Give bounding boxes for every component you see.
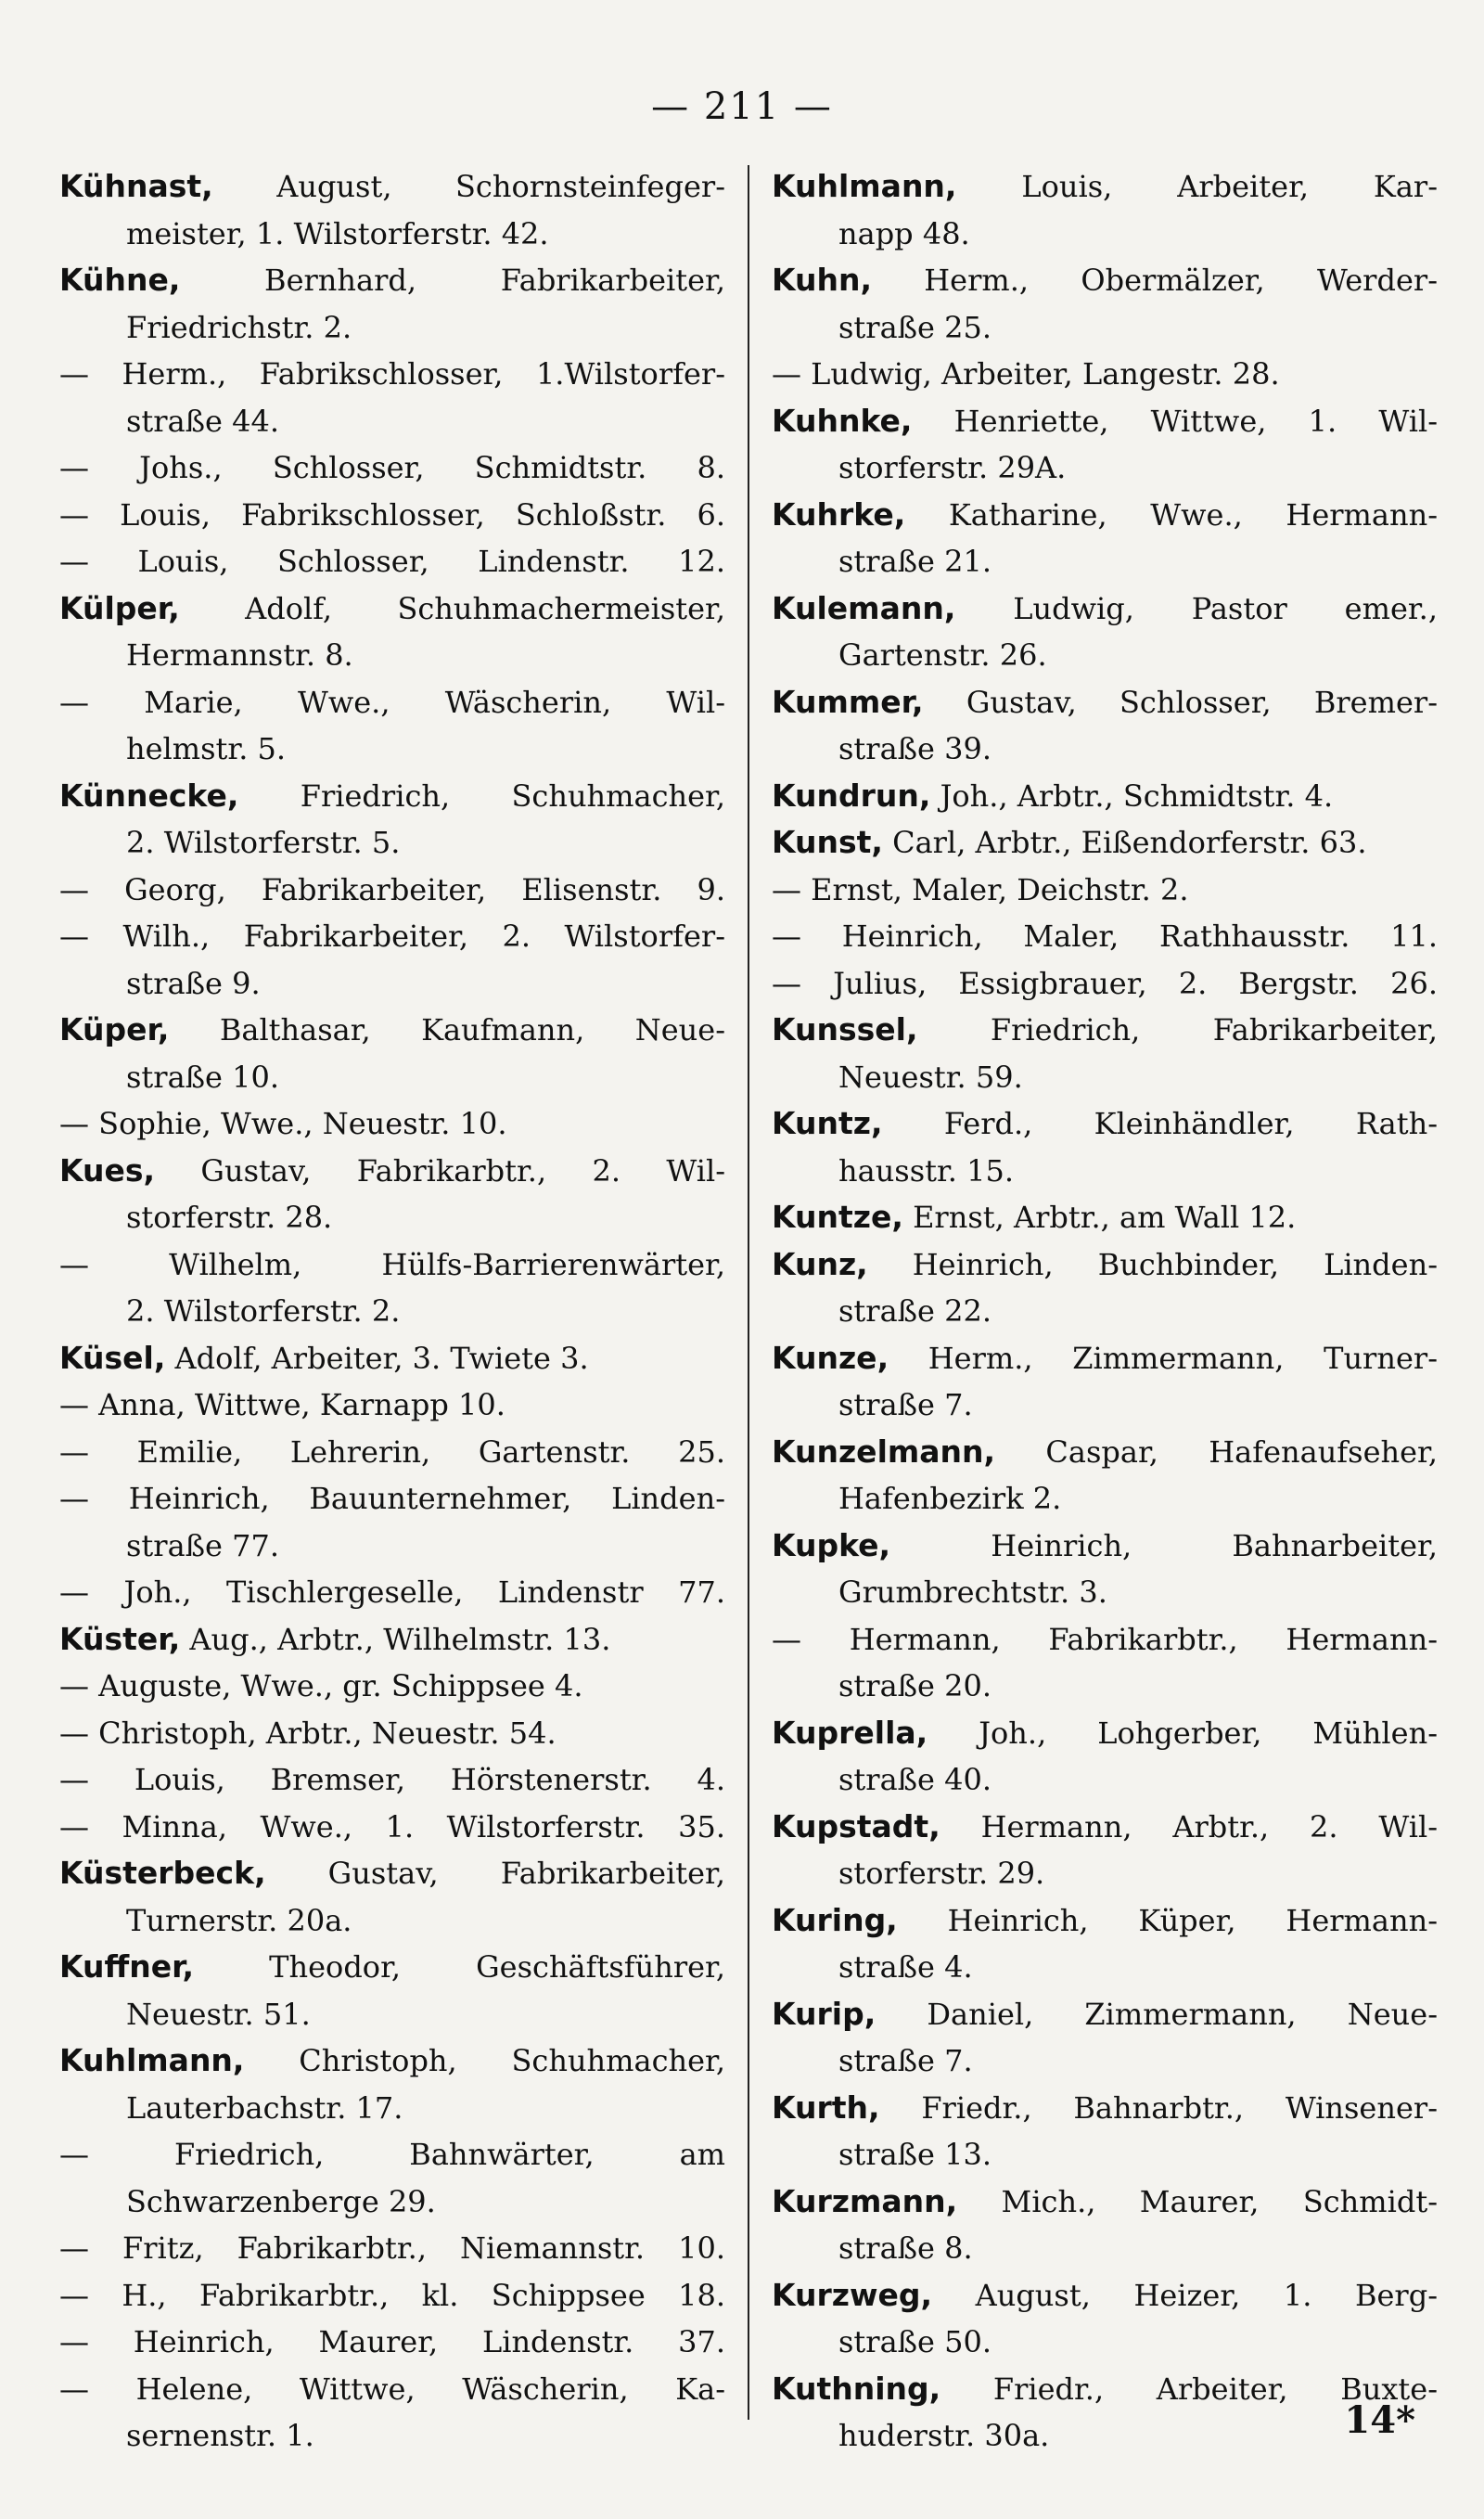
entry-text: Mich., Maurer, Schmidt-: [1001, 2183, 1438, 2219]
entry-first-line: [772, 1100, 1438, 1148]
entry-continuation-line: [772, 1054, 1438, 1101]
entry-text: Daniel, Zimmermann, Neue-: [927, 1996, 1438, 2032]
entry-first-line: [59, 2366, 725, 2413]
entry-text: Bernhard, Fabrikarbeiter,: [264, 263, 725, 298]
entry-surname: Küper,: [59, 1011, 170, 1047]
entry-continuation-line: [772, 1475, 1438, 1523]
entry-surname: Kunze,: [772, 1339, 889, 1376]
entry-surname: Kunzelmann,: [772, 1433, 996, 1470]
entry-text: Gustav, Schlosser, Bremer-: [966, 684, 1438, 720]
entry-continuation-line: [772, 1756, 1438, 1804]
directory-entry: [59, 1475, 725, 1569]
entry-continuation-line: [59, 632, 725, 679]
directory-entry: [59, 773, 725, 867]
entry-text: Gustav, Fabrikarbtr., 2. Wil-: [200, 1152, 725, 1189]
entry-surname: Kuhrke,: [772, 495, 906, 533]
directory-entry: [772, 1897, 1438, 1991]
entry-first-line: [772, 1194, 1438, 1241]
entry-surname: Kurth,: [772, 2088, 880, 2126]
entry-text: Adolf, Schuhmachermeister,: [245, 590, 725, 626]
entry-text: storferstr. 28.: [126, 1200, 333, 1235]
entry-text: sernenstr. 1.: [126, 2418, 314, 2453]
entry-continuation-line: [772, 1850, 1438, 1897]
entry-continuation-line: [772, 1288, 1438, 1335]
directory-entry: [59, 585, 725, 679]
entry-text: Neuestr. 59.: [838, 1059, 1023, 1095]
entry-first-line: [59, 538, 725, 585]
directory-entry: [59, 1850, 725, 1944]
entry-continuation-line: [59, 2085, 725, 2132]
entry-first-line: [59, 1804, 725, 1851]
directory-entry: [59, 1804, 725, 1851]
entry-first-line: [59, 585, 725, 633]
entry-first-line: [772, 2272, 1438, 2320]
entry-text: — Wilhelm, Hülfs-Barrierenwärter,: [59, 1246, 725, 1282]
entry-first-line: [59, 1148, 725, 1195]
entry-first-line: [59, 444, 725, 492]
entry-first-line: [772, 1523, 1438, 1570]
entry-continuation-line: [772, 1382, 1438, 1429]
entry-surname: Kummer,: [772, 683, 924, 720]
entry-text: Friedrich, Schuhmacher,: [300, 778, 725, 814]
directory-entry: [59, 538, 725, 585]
entry-text: Herm., Obermälzer, Werder-: [924, 263, 1438, 298]
entry-text: — Christoph, Arbtr., Neuestr. 54.: [59, 1715, 556, 1751]
directory-entry: [59, 679, 725, 773]
entry-continuation-line: [59, 1054, 725, 1101]
sheet-signature: 14*: [1344, 2398, 1415, 2442]
entry-text: — Georg, Fabrikarbeiter, Elisenstr. 9.: [59, 871, 725, 907]
entry-first-line: [59, 867, 725, 914]
entry-surname: Kühne,: [59, 262, 181, 298]
entry-text: Friedrichstr. 2.: [126, 309, 352, 345]
entry-text: Heinrich, Küper, Hermann-: [947, 1902, 1438, 1938]
entry-text: meister, 1. Wilstorferstr. 42.: [126, 215, 549, 251]
directory-entry: [59, 1944, 725, 2037]
directory-entry: [772, 1194, 1438, 1241]
entry-first-line: [59, 773, 725, 820]
entry-text: — Louis, Bremser, Hörstenerstr. 4.: [59, 1762, 725, 1797]
entry-text: — Julius, Essigbrauer, 2. Bergstr. 26.: [772, 965, 1438, 1001]
entry-text: Schwarzenberge 29.: [126, 2183, 436, 2219]
entry-text: — Joh., Tischlergeselle, Lindenstr 77.: [59, 1574, 725, 1610]
entry-continuation-line: [59, 304, 725, 352]
entry-first-line: [772, 2178, 1438, 2226]
entry-text: huderstr. 30a.: [838, 2418, 1050, 2453]
entry-text: Ludwig, Pastor emer.,: [1013, 590, 1438, 626]
directory-entry: [59, 492, 725, 539]
entry-continuation-line: [772, 2037, 1438, 2085]
left-column: [59, 163, 748, 2460]
directory-entry: [772, 2272, 1438, 2366]
entry-surname: Kunz,: [772, 1245, 868, 1282]
entry-surname: Kupstadt,: [772, 1807, 940, 1844]
entry-text: Gustav, Fabrikarbeiter,: [327, 1856, 725, 1891]
entry-first-line: [772, 351, 1438, 398]
entry-first-line: [772, 773, 1438, 820]
entry-continuation-line: [772, 538, 1438, 585]
entry-surname: Küsterbeck,: [59, 1855, 266, 1891]
entry-text: straße 77.: [126, 1527, 280, 1563]
entry-first-line: [59, 1569, 725, 1616]
directory-entry: [772, 1007, 1438, 1100]
entry-first-line: [59, 1616, 725, 1664]
right-column: [749, 163, 1438, 2460]
entry-continuation-line: [772, 1569, 1438, 1616]
directory-entry: [772, 913, 1438, 960]
entry-text: hausstr. 15.: [838, 1152, 1015, 1189]
entry-surname: Kunst,: [772, 824, 883, 860]
entry-text: straße 40.: [838, 1762, 992, 1797]
directory-entry: [59, 257, 725, 351]
entry-surname: Küster,: [59, 1620, 181, 1657]
directory-entry: [59, 2319, 725, 2366]
directory-entry: [772, 1241, 1438, 1335]
entry-text: Henriette, Wittwe, 1. Wil-: [953, 403, 1438, 439]
entry-continuation-line: [59, 398, 725, 445]
entry-text: Heinrich, Bahnarbeiter,: [991, 1527, 1438, 1563]
entry-first-line: [772, 1007, 1438, 1054]
entry-text: Caspar, Hafenaufseher,: [1045, 1433, 1438, 1470]
directory-entry: [59, 1100, 725, 1148]
entry-text: Hermann, Arbtr., 2. Wil-: [980, 1808, 1438, 1844]
entry-text: straße 44.: [126, 403, 280, 439]
directory-entry: [772, 1804, 1438, 1897]
entry-continuation-line: [59, 2178, 725, 2226]
entry-text: 2. Wilstorferstr. 5.: [126, 825, 401, 860]
entry-first-line: [59, 1475, 725, 1523]
entry-text: — Louis, Fabrikschlosser, Schloßstr. 6.: [59, 496, 725, 533]
entry-text: — Herm., Fabrikschlosser, 1.Wilstorfer-: [59, 356, 725, 392]
directory-entry: [59, 1382, 725, 1429]
entry-text: straße 22.: [838, 1293, 992, 1329]
entry-continuation-line: [772, 304, 1438, 352]
entry-text: — Friedrich, Bahnwärter, am: [59, 2137, 725, 2172]
directory-entry: [59, 913, 725, 1007]
entry-continuation-line: [772, 1663, 1438, 1710]
entry-surname: Kuntze,: [772, 1199, 903, 1235]
entry-first-line: [59, 1335, 725, 1382]
entry-first-line: [772, 257, 1438, 304]
entry-text: — Heinrich, Bauunternehmer, Linden-: [59, 1481, 725, 1516]
entry-text: — Ernst, Maler, Deichstr. 2.: [772, 871, 1189, 907]
entry-text: Aug., Arbtr., Wilhelmstr. 13.: [189, 1621, 611, 1657]
entry-first-line: [772, 1710, 1438, 1757]
entry-text: August, Schornsteinfeger-: [276, 169, 725, 204]
entry-text: Hafenbezirk 2.: [838, 1481, 1062, 1516]
entry-first-line: [59, 1663, 725, 1710]
entry-first-line: [772, 1429, 1438, 1476]
entry-surname: Kuffner,: [59, 1948, 195, 1985]
entry-continuation-line: [772, 632, 1438, 679]
entry-text: — Auguste, Wwe., gr. Schippsee 4.: [59, 1668, 583, 1703]
directory-entry: [59, 1756, 725, 1804]
entry-continuation-line: [772, 2319, 1438, 2366]
entry-continuation-line: [772, 1148, 1438, 1195]
entry-first-line: [59, 1241, 725, 1289]
entry-first-line: [59, 679, 725, 726]
entry-continuation-line: [59, 1991, 725, 2038]
entry-continuation-line: [59, 960, 725, 1008]
entry-text: storferstr. 29.: [838, 1856, 1045, 1891]
entry-text: Joh., Arbtr., Schmidtstr. 4.: [940, 778, 1334, 814]
entry-surname: Kunssel,: [772, 1011, 918, 1047]
entry-text: Friedrich, Fabrikarbeiter,: [990, 1012, 1438, 1047]
directory-entry: [772, 492, 1438, 585]
directory-entry: [772, 351, 1438, 398]
entry-surname: Külper,: [59, 589, 180, 626]
entry-surname: Kuprella,: [772, 1714, 928, 1751]
entry-text: straße 13.: [838, 2137, 992, 2172]
entry-first-line: [59, 163, 725, 211]
entry-text: Turnerstr. 20a.: [126, 1902, 352, 1938]
entry-text: Lauterbachstr. 17.: [126, 2089, 403, 2126]
directory-entry: [772, 1335, 1438, 1429]
entry-first-line: [772, 819, 1438, 867]
entry-first-line: [59, 913, 725, 960]
entry-surname: Kuring,: [772, 1901, 898, 1938]
directory-entry: [59, 867, 725, 914]
directory-entry: [772, 819, 1438, 867]
entry-continuation-line: [772, 2225, 1438, 2272]
entry-text: — Johs., Schlosser, Schmidtstr. 8.: [59, 450, 725, 485]
entry-surname: Kurzmann,: [772, 2182, 958, 2219]
entry-text: straße 7.: [838, 1387, 973, 1422]
directory-entry: [772, 960, 1438, 1008]
directory-entry: [59, 163, 725, 257]
entry-first-line: [772, 163, 1438, 211]
entry-text: August, Heizer, 1. Berg-: [975, 2277, 1438, 2313]
entry-surname: Kuthning,: [772, 2370, 941, 2407]
directory-entry: [772, 585, 1438, 679]
entry-first-line: [772, 492, 1438, 539]
entry-first-line: [772, 1991, 1438, 2038]
entry-first-line: [59, 1710, 725, 1757]
entry-text: Adolf, Arbeiter, 3. Twiete 3.: [174, 1340, 589, 1376]
entry-first-line: [59, 1429, 725, 1476]
entry-first-line: [59, 1100, 725, 1148]
entry-text: Christoph, Schuhmacher,: [299, 2043, 725, 2078]
entry-continuation-line: [772, 2131, 1438, 2178]
entry-first-line: [59, 1850, 725, 1897]
directory-entry: [772, 2085, 1438, 2178]
entry-first-line: [772, 1335, 1438, 1382]
directory-entry: [772, 867, 1438, 914]
entry-first-line: [772, 913, 1438, 960]
entry-continuation-line: [772, 726, 1438, 773]
directory-entry: [59, 1569, 725, 1616]
entry-text: storferstr. 29A.: [838, 450, 1067, 485]
entry-text: — Anna, Wittwe, Karnapp 10.: [59, 1387, 505, 1422]
entry-text: Joh., Lohgerber, Mühlen-: [979, 1715, 1438, 1751]
entry-text: straße 10.: [126, 1059, 280, 1095]
entry-text: Heinrich, Buchbinder, Linden-: [912, 1246, 1438, 1282]
entry-text: Hermannstr. 8.: [126, 637, 353, 673]
entry-text: straße 4.: [838, 1949, 973, 1985]
entry-text: — Helene, Wittwe, Wäscherin, Ka-: [59, 2371, 725, 2407]
entry-text: Ferd., Kleinhändler, Rath-: [943, 1106, 1438, 1141]
entry-surname: Künnecke,: [59, 777, 239, 814]
entry-text: Herm., Zimmermann, Turner-: [928, 1340, 1438, 1376]
directory-entry: [59, 2037, 725, 2131]
entry-text: — Emilie, Lehrerin, Gartenstr. 25.: [59, 1433, 725, 1470]
directory-entry: [772, 1523, 1438, 1616]
entry-text: — H., Fabrikarbtr., kl. Schippsee 18.: [59, 2277, 725, 2313]
entry-first-line: [59, 2225, 725, 2272]
entry-first-line: [59, 1944, 725, 1991]
entry-text: straße 7.: [838, 2043, 973, 2078]
entry-surname: Kurip,: [772, 1995, 876, 2032]
entry-first-line: [59, 1007, 725, 1054]
directory-entry: [772, 257, 1438, 351]
directory-entry: [772, 398, 1438, 492]
directory-entry: [772, 1616, 1438, 1710]
entry-first-line: [772, 679, 1438, 726]
entry-continuation-line: [772, 2412, 1438, 2460]
entry-text: straße 21.: [838, 544, 992, 579]
directory-entry: [59, 1429, 725, 1476]
entry-surname: Kuhlmann,: [772, 168, 957, 204]
entry-text: straße 25.: [838, 309, 992, 345]
entry-surname: Kundrun,: [772, 777, 931, 814]
entry-surname: Kurzweg,: [772, 2276, 932, 2313]
entry-first-line: [59, 2272, 725, 2320]
entry-first-line: [59, 2131, 725, 2178]
entry-text: 2. Wilstorferstr. 2.: [126, 1293, 401, 1329]
entry-surname: Kues,: [59, 1151, 156, 1189]
entry-surname: Küsel,: [59, 1339, 166, 1376]
directory-entry: [59, 1335, 725, 1382]
entry-first-line: [772, 1804, 1438, 1851]
entry-surname: Kuhn,: [772, 262, 873, 298]
entry-text: — Heinrich, Maurer, Lindenstr. 37.: [59, 2324, 725, 2359]
directory-entry: [59, 1007, 725, 1100]
entry-first-line: [59, 1382, 725, 1429]
entry-text: straße 50.: [838, 2324, 992, 2359]
entry-first-line: [772, 1241, 1438, 1289]
directory-entry: [772, 2178, 1438, 2272]
entry-text: Theodor, Geschäftsführer,: [269, 1949, 725, 1985]
entry-text: Neuestr. 51.: [126, 1996, 311, 2032]
entry-surname: Kuhnke,: [772, 402, 913, 439]
directory-entry: [59, 1148, 725, 1241]
entry-text: Ernst, Arbtr., am Wall 12.: [913, 1200, 1297, 1235]
entry-surname: Kühnast,: [59, 168, 213, 204]
entry-text: Balthasar, Kaufmann, Neue-: [219, 1012, 725, 1047]
entry-text: Louis, Arbeiter, Kar-: [1021, 169, 1438, 204]
entry-text: — Wilh., Fabrikarbeiter, 2. Wilstorfer-: [59, 919, 725, 954]
entry-continuation-line: [59, 2412, 725, 2460]
page-number: — 211 —: [651, 85, 833, 128]
entry-continuation-line: [59, 1523, 725, 1570]
entry-text: — Fritz, Fabrikarbtr., Niemannstr. 10.: [59, 2230, 725, 2266]
directory-entry: [59, 2131, 725, 2225]
entry-first-line: [772, 398, 1438, 445]
directory-entry: [772, 1429, 1438, 1523]
entry-text: straße 39.: [838, 731, 992, 766]
entry-surname: Kuntz,: [772, 1105, 883, 1141]
entry-continuation-line: [59, 1897, 725, 1945]
directory-entry: [772, 1100, 1438, 1194]
directory-entry: [59, 1616, 725, 1664]
entry-text: — Sophie, Wwe., Neuestr. 10.: [59, 1106, 507, 1141]
entry-continuation-line: [59, 1194, 725, 1241]
entry-text: Grumbrechtstr. 3.: [838, 1574, 1107, 1610]
columns: [59, 163, 1438, 2460]
entry-first-line: [772, 2085, 1438, 2132]
directory-entry: [772, 1991, 1438, 2085]
entry-text: Carl, Arbtr., Eißendorferstr. 63.: [892, 825, 1367, 860]
entry-first-line: [59, 351, 725, 398]
entry-text: Katharine, Wwe., Hermann-: [948, 496, 1438, 533]
directory-entry: [59, 1241, 725, 1335]
directory-entry: [59, 2366, 725, 2460]
entry-first-line: [772, 2366, 1438, 2413]
directory-entry: [59, 351, 725, 444]
entry-first-line: [59, 2037, 725, 2085]
entry-continuation-line: [772, 211, 1438, 258]
entry-first-line: [772, 960, 1438, 1008]
entry-text: straße 8.: [838, 2230, 973, 2266]
entry-first-line: [772, 867, 1438, 914]
entry-first-line: [772, 1897, 1438, 1945]
entry-first-line: [772, 1616, 1438, 1664]
entry-text: napp 48.: [838, 215, 970, 251]
entry-text: — Marie, Wwe., Wäscherin, Wil-: [59, 684, 725, 720]
directory-entry: [772, 1710, 1438, 1804]
directory-entry: [772, 773, 1438, 820]
entry-text: — Ludwig, Arbeiter, Langestr. 28.: [772, 356, 1280, 392]
entry-text: Friedr., Bahnarbtr., Winsener-: [921, 2089, 1438, 2126]
directory-entry: [59, 444, 725, 492]
entry-text: straße 20.: [838, 1668, 992, 1703]
entry-surname: Kupke,: [772, 1526, 891, 1563]
entry-text: — Hermann, Fabrikarbtr., Hermann-: [772, 1621, 1438, 1657]
directory-entry: [59, 1710, 725, 1757]
entry-text: Friedr., Arbeiter, Buxte-: [992, 2371, 1438, 2407]
entry-first-line: [772, 585, 1438, 633]
entry-text: Gartenstr. 26.: [838, 637, 1047, 673]
entry-continuation-line: [59, 726, 725, 773]
entry-first-line: [59, 2319, 725, 2366]
directory-entry: [772, 163, 1438, 257]
entry-first-line: [59, 492, 725, 539]
entry-surname: Kuhlmann,: [59, 2042, 245, 2078]
entry-continuation-line: [772, 1944, 1438, 1991]
directory-entry: [772, 679, 1438, 773]
entry-text: — Minna, Wwe., 1. Wilstorferstr. 35.: [59, 1808, 725, 1844]
entry-continuation-line: [59, 1288, 725, 1335]
directory-entry: [772, 2366, 1438, 2460]
entry-text: straße 9.: [126, 965, 261, 1001]
entry-first-line: [59, 1756, 725, 1804]
entry-text: — Louis, Schlosser, Lindenstr. 12.: [59, 544, 725, 579]
entry-continuation-line: [772, 444, 1438, 492]
entry-continuation-line: [59, 819, 725, 867]
directory-entry: [59, 2272, 725, 2320]
entry-text: — Heinrich, Maler, Rathhausstr. 11.: [772, 919, 1438, 954]
directory-entry: [59, 1663, 725, 1710]
entry-continuation-line: [59, 211, 725, 258]
entry-first-line: [59, 257, 725, 304]
directory-entry: [59, 2225, 725, 2272]
entry-text: helmstr. 5.: [126, 731, 287, 766]
entry-surname: Kulemann,: [772, 589, 956, 626]
